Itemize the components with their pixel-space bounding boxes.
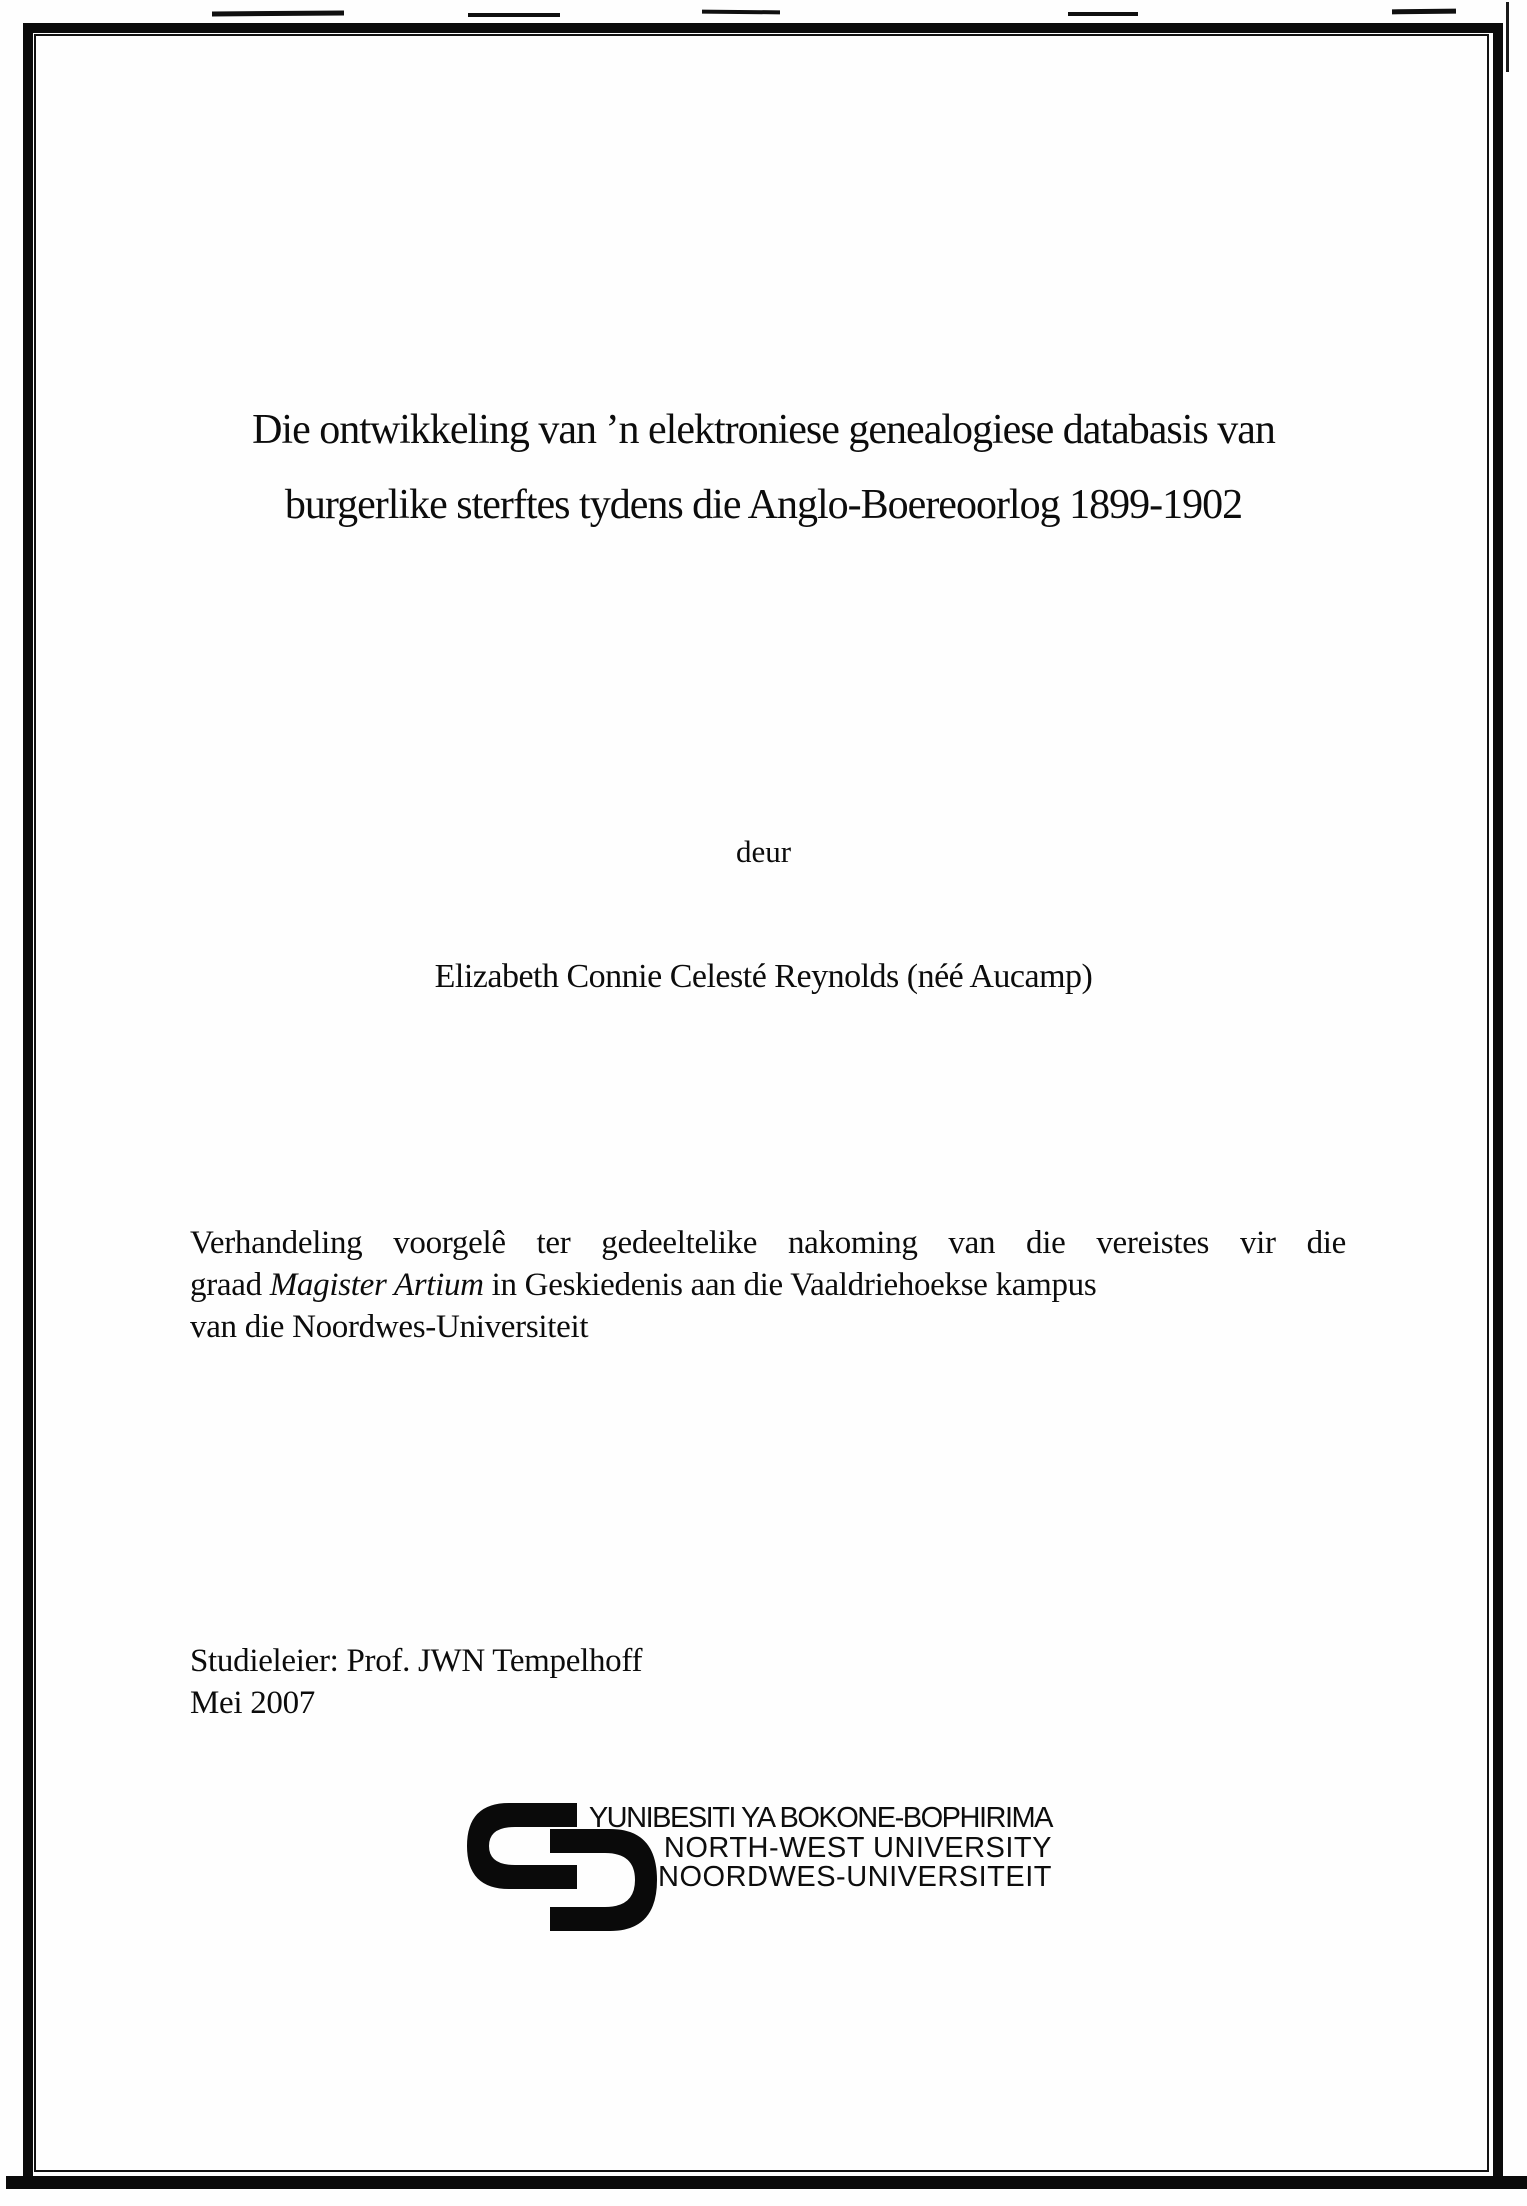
byline-label: deur	[735, 834, 792, 869]
university-wordmark	[585, 1804, 1052, 1893]
scan-artifact	[6, 2176, 1527, 2189]
scan-artifact	[212, 11, 344, 17]
university-name-setswana: YUNIBESITI YA BOKONE-BOPHIRIMA	[588, 1802, 1052, 1834]
degree-name: Magister Artium	[269, 1267, 484, 1303]
scan-artifact	[468, 13, 560, 17]
statement-line-3: van die Noordwes-Universiteit	[190, 1309, 589, 1345]
university-name-afrikaans: NOORDWES-UNIVERSITEIT	[658, 1861, 1052, 1893]
author-name: Elizabeth Connie Celesté Reynolds (néé Aucamp)	[434, 958, 1093, 995]
scan-artifact	[1068, 12, 1138, 16]
thesis-title	[70, 393, 1457, 543]
supervisor-line: Studieleier: Prof. JWN Tempelhoff	[190, 1643, 643, 1679]
scan-artifact	[1392, 9, 1456, 15]
thesis-title-line-2: burgerlike sterftes tydens die Anglo-Boereoorlog 1899-1902	[284, 482, 1243, 528]
thesis-title-line-1: Die ontwikkeling van ’n elektroniese genealogiese databasis van	[252, 407, 1275, 453]
statement-line-2	[190, 1264, 1346, 1306]
statement-line-2-pre: graad	[190, 1267, 270, 1303]
scan-artifact	[702, 10, 780, 15]
supervisor-block	[190, 1640, 642, 1724]
date-line: Mei 2007	[190, 1685, 316, 1721]
scan-artifact	[1506, 2, 1509, 72]
statement-line-2-post: in Geskiedenis aan die Vaaldriehoekse kampus	[483, 1267, 1097, 1303]
thesis-statement	[190, 1222, 1346, 1348]
university-name-english: NORTH-WEST UNIVERSITY	[663, 1831, 1052, 1864]
statement-line-1: Verhandeling voorgelê ter gedeeltelike nakoming van die vereistes vir die	[190, 1225, 1346, 1261]
